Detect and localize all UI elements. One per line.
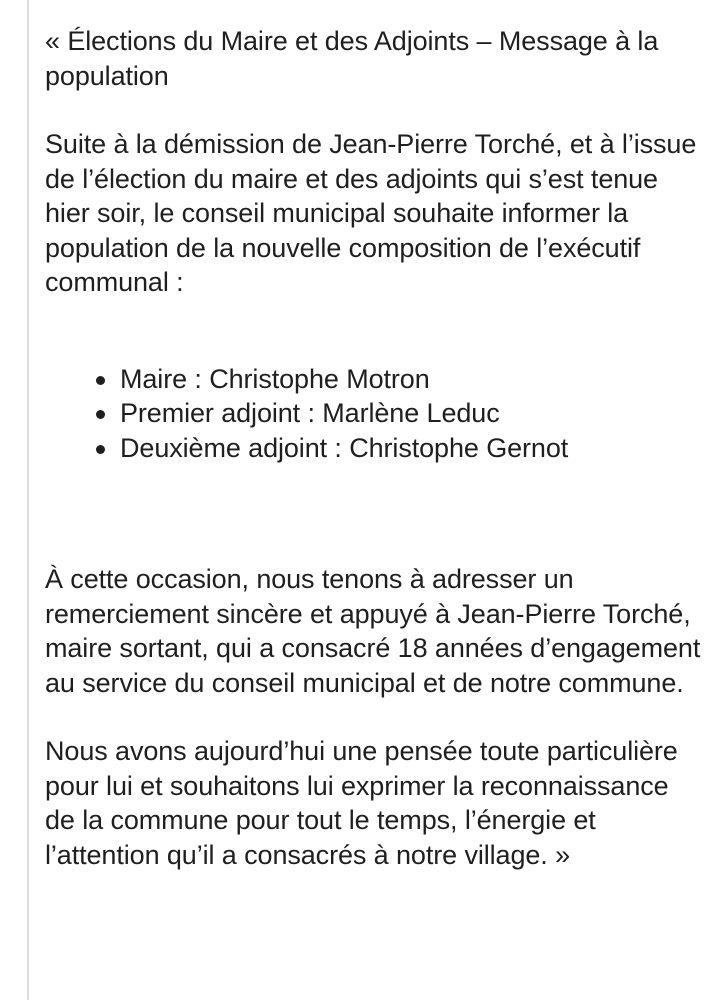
list-item-maire: Maire : Christophe Motron <box>90 362 705 397</box>
message-title: « Élections du Maire et des Adjoints – Message à la population <box>45 26 659 91</box>
closing-paragraph: Nous avons aujourd’hui une pensée toute particulière pour lui et souhaitons lui exprimer la reconnaissance de la commune pour tout le temps, l’énergie et l’attention qu’il a consacrés à notre village. » <box>45 736 678 870</box>
list-item-premier-adjoint: Premier adjoint : Marlène Leduc <box>90 396 705 431</box>
quote-border <box>27 0 29 1000</box>
intro-paragraph: Suite à la démission de Jean-Pierre Torché, et à l’issue de l’élection du maire et des adjoints qui s’est tenue hier soir, le conseil municipal souhaite informer la population de la nouvelle composition de l’exécutif communal : <box>45 129 697 297</box>
list-item-deuxieme-adjoint: Deuxième adjoint : Christophe Gernot <box>90 431 705 466</box>
thanks-paragraph: À cette occasion, nous tenons à adresser un remerciement sincère et appuyé à Jean-Pierre Torché, maire sortant, qui a consacré 18 années d’engagement au service du conseil municipal et de notre commune. <box>45 564 701 698</box>
executive-list <box>45 362 705 466</box>
message-body <box>45 24 705 872</box>
